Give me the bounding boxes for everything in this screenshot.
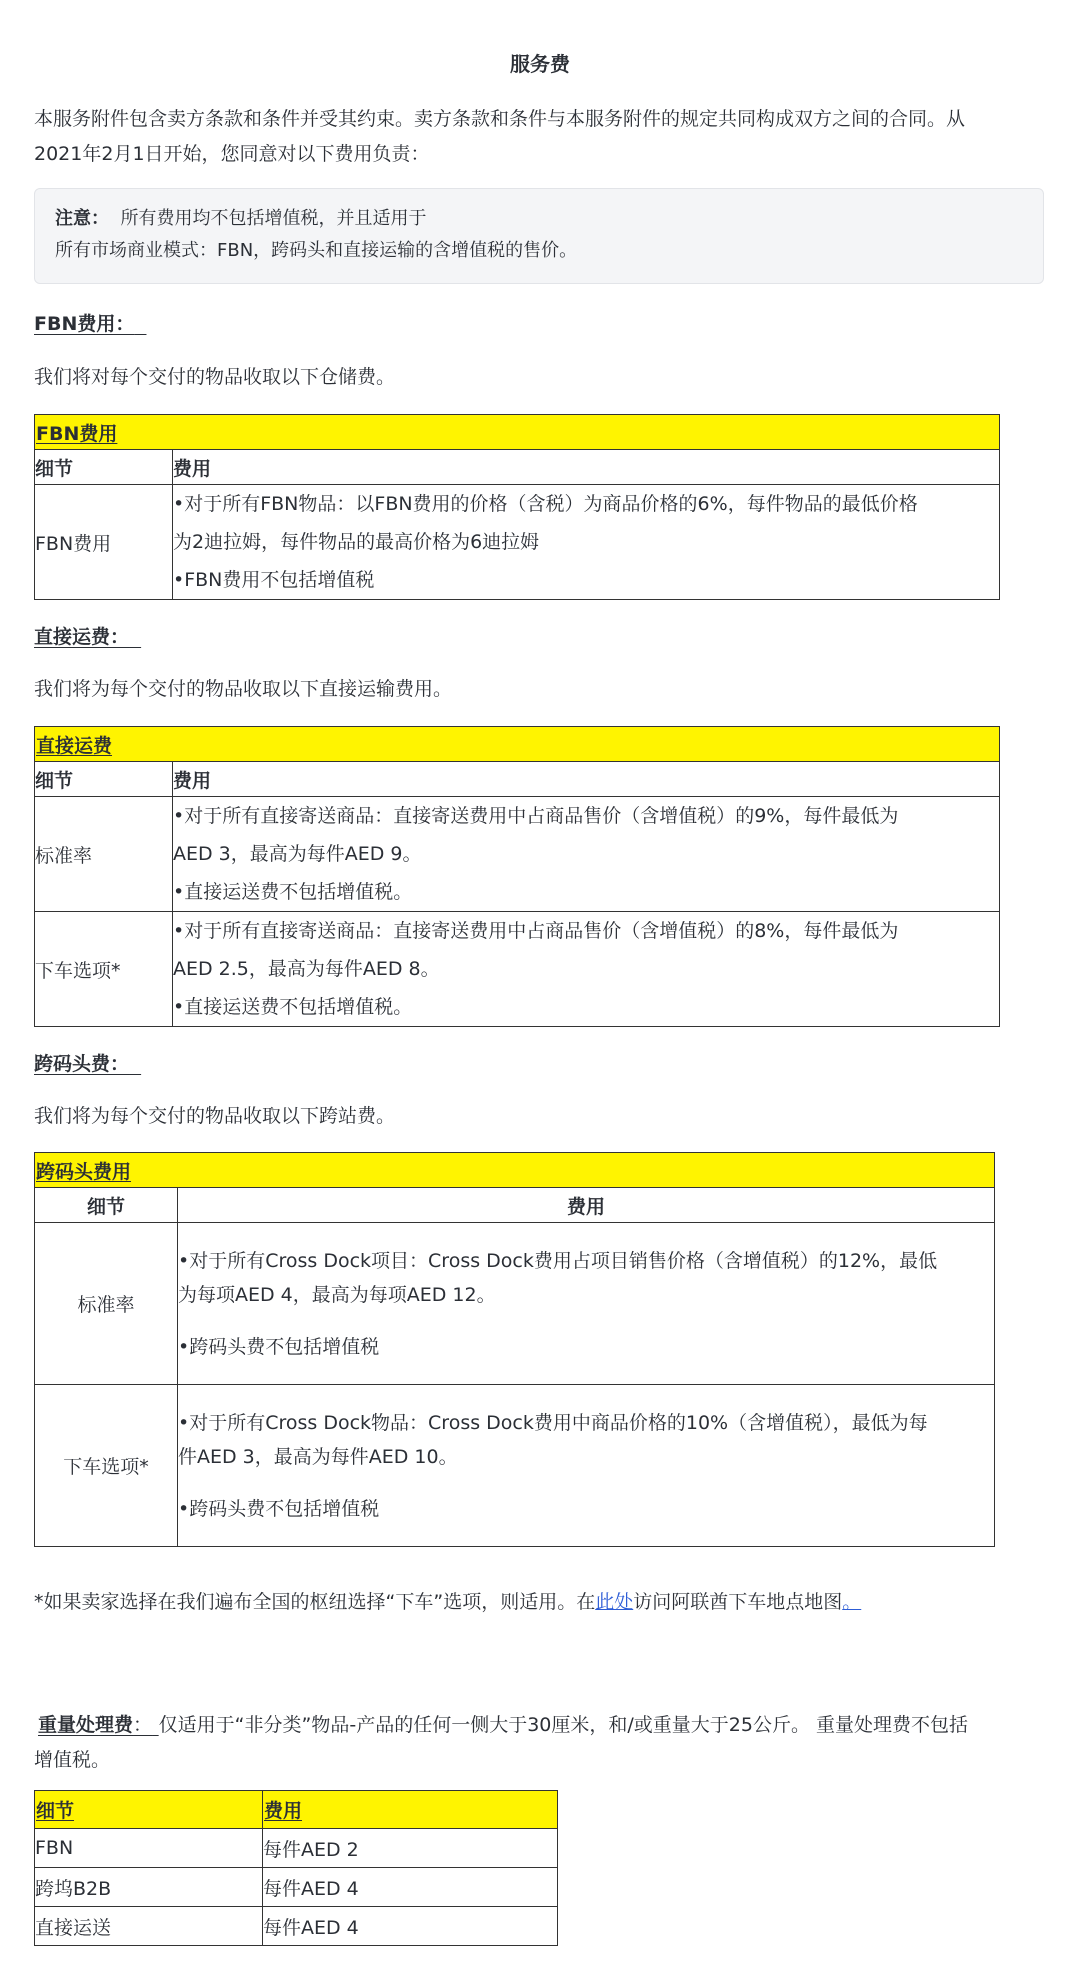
intro-paragraph xyxy=(34,102,965,172)
direct-fee-table xyxy=(34,726,1000,1027)
fee-line: AED 3，最高为每件AED 9。 xyxy=(173,843,422,865)
crossdock-row-standard-fee xyxy=(178,1223,995,1385)
notice-text xyxy=(55,203,577,267)
heavy-row-detail: 直接运送 xyxy=(35,1907,263,1946)
heavy-row-fee: 每件AED 2 xyxy=(263,1829,558,1868)
crossdock-row-dropoff-detail: 下车选项* xyxy=(35,1385,178,1547)
table-row xyxy=(35,1223,995,1385)
heavy-paragraph xyxy=(34,1708,1054,1778)
direct-col-fee: 费用 xyxy=(173,762,1000,797)
fee-line: •跨码头费不包括增值税 xyxy=(178,1335,380,1358)
crossdock-table-title: 跨码头费用 xyxy=(35,1153,995,1188)
table-row xyxy=(35,1868,558,1907)
crossdock-row-dropoff-fee xyxy=(178,1385,995,1547)
fbn-row-fee xyxy=(173,485,1000,600)
fee-line: 为每项AED 4，最高为每项AED 12。 xyxy=(178,1283,496,1306)
intro-line-1: 本服务附件包含卖方条款和条件并受其约束。卖方条款和条件与本服务附件的规定共同构成双方之间的合同。从 xyxy=(34,108,966,130)
direct-col-detail: 细节 xyxy=(35,762,173,797)
notice-label: 注意： xyxy=(55,208,109,229)
direct-description: 我们将为每个交付的物品收取以下直接运输费用。 xyxy=(34,678,453,700)
crossdock-fee-table xyxy=(34,1152,995,1547)
fbn-col-fee: 费用 xyxy=(173,450,1000,485)
heavy-heading: 重量处理费： xyxy=(38,1714,153,1736)
heavy-row-detail: 跨坞B2B xyxy=(35,1868,263,1907)
fbn-heading: FBN费用： xyxy=(34,313,135,335)
fee-line: •FBN费用不包括增值税 xyxy=(173,569,375,591)
fee-line: 为2迪拉姆，每件物品的最高价格为6迪拉姆 xyxy=(173,531,540,553)
table-row xyxy=(35,797,1000,912)
direct-row-standard-detail: 标准率 xyxy=(35,797,173,912)
heavy-line-1: 仅适用于“非分类”物品-产品的任何一侧大于30厘米，和/或重量大于25公斤。 重量处理费不包括 xyxy=(158,1714,968,1736)
crossdock-col-fee: 费用 xyxy=(178,1188,995,1223)
direct-heading: 直接运费： xyxy=(34,626,130,648)
fee-line: •直接运送费不包括增值税。 xyxy=(173,996,413,1018)
crossdock-row-standard-detail: 标准率 xyxy=(35,1223,178,1385)
table-row xyxy=(35,1907,558,1946)
fee-line: •跨码头费不包括增值税 xyxy=(178,1497,380,1520)
dropoff-footnote xyxy=(34,1587,861,1614)
notice-line-1: 所有费用均不包括增值税，并且适用于 xyxy=(120,208,427,229)
fee-line: •直接运送费不包括增值税。 xyxy=(173,881,413,903)
heavy-col-fee: 费用 xyxy=(263,1791,558,1829)
table-row xyxy=(35,912,1000,1027)
intro-line-2: 2021年2月1日开始，您同意对以下费用负责： xyxy=(34,143,430,165)
fee-line: •对于所有直接寄送商品：直接寄送费用中占商品售价（含增值税）的8%，每件最低为 xyxy=(173,920,899,942)
fbn-table-title: FBN费用 xyxy=(35,415,1000,450)
table-row xyxy=(35,1385,995,1547)
direct-row-dropoff-detail: 下车选项* xyxy=(35,912,173,1027)
direct-row-standard-fee xyxy=(173,797,1000,912)
fee-line: •对于所有直接寄送商品：直接寄送费用中占商品售价（含增值税）的9%，每件最低为 xyxy=(173,805,899,827)
page-title: 服务费 xyxy=(510,52,570,76)
fee-line: •对于所有FBN物品：以FBN费用的价格（含税）为商品价格的6%，每件物品的最低价格 xyxy=(173,493,918,515)
notice-box xyxy=(34,188,1044,284)
table-row xyxy=(35,485,1000,600)
table-row xyxy=(35,1829,558,1868)
fbn-description: 我们将对每个交付的物品收取以下仓储费。 xyxy=(34,366,396,388)
heavy-row-fee: 每件AED 4 xyxy=(263,1868,558,1907)
fee-line: AED 2.5，最高为每件AED 8。 xyxy=(173,958,440,980)
fbn-fee-table xyxy=(34,414,1000,600)
fbn-col-detail: 细节 xyxy=(35,450,173,485)
footnote-period-link[interactable]: 。 xyxy=(842,1591,862,1613)
heavy-col-detail: 细节 xyxy=(35,1791,263,1829)
footnote-text: *如果卖家选择在我们遍布全国的枢纽选择“下车”选项，则适用。在 xyxy=(34,1591,596,1613)
heavy-row-fee: 每件AED 4 xyxy=(263,1907,558,1946)
fee-line: 件AED 3，最高为每件AED 10。 xyxy=(178,1445,458,1468)
crossdock-col-detail: 细节 xyxy=(35,1188,178,1223)
notice-line-2: 所有市场商业模式：FBN，跨码头和直接运输的含增值税的售价。 xyxy=(55,240,578,261)
crossdock-heading: 跨码头费： xyxy=(34,1053,130,1075)
fbn-row-detail: FBN费用 xyxy=(35,485,173,600)
crossdock-description: 我们将为每个交付的物品收取以下跨站费。 xyxy=(34,1105,396,1127)
direct-row-dropoff-fee xyxy=(173,912,1000,1027)
heavy-fee-table xyxy=(34,1790,558,1946)
footnote-text-after: 访问阿联酋下车地点地图 xyxy=(633,1591,843,1613)
heavy-row-detail: FBN xyxy=(35,1829,263,1868)
fee-line: •对于所有Cross Dock物品：Cross Dock费用中商品价格的10%（含增值税），最低为每 xyxy=(178,1411,928,1434)
fee-line: •对于所有Cross Dock项目：Cross Dock费用占项目销售价格（含增值税）的12%，最低 xyxy=(178,1249,938,1272)
dropoff-map-link[interactable]: 此处 xyxy=(595,1591,634,1613)
direct-table-title: 直接运费 xyxy=(35,727,1000,762)
heavy-line-2: 增值税。 xyxy=(34,1749,111,1771)
